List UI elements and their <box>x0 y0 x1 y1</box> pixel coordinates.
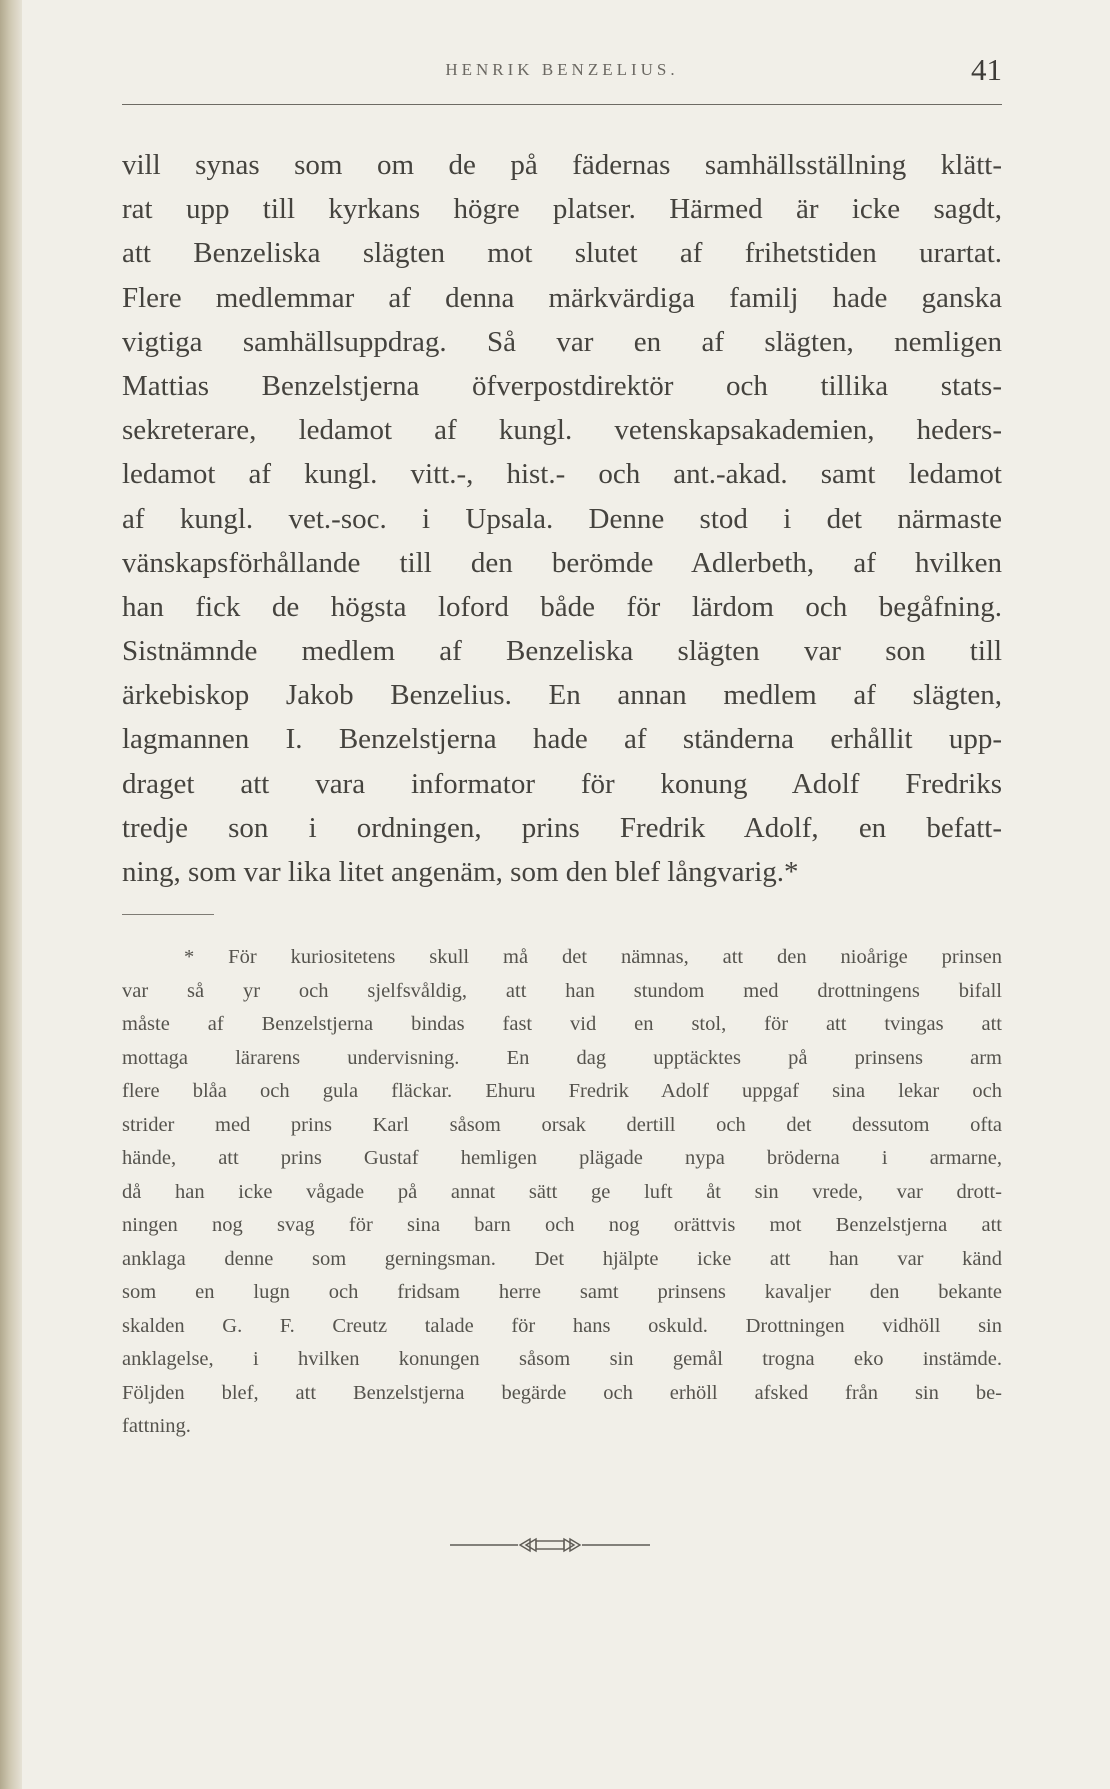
footnote-line: anklaga denne som gerningsman. Det hjälpte icke att han var känd <box>122 1247 1002 1270</box>
body-line: Sistnämnde medlem af Benzeliska slägten var son till <box>122 635 1002 668</box>
body-line: rat upp till kyrkans högre platser. Härmed är icke sagdt, <box>122 193 1002 226</box>
footnote-rule <box>122 914 214 915</box>
body-line: han fick de högsta loford både för lärdom och begåfning. <box>122 590 1002 623</box>
page-number: 41 <box>971 52 1002 87</box>
body-text <box>122 143 1002 894</box>
footnote <box>122 941 1002 1444</box>
footnote-line: hände, att prins Gustaf hemligen plägade nypa bröderna i armarne, <box>122 1147 1002 1170</box>
footnote-line: strider med prins Karl såsom orsak dertill och det dessutom ofta <box>122 1113 1002 1136</box>
footnote-line: flere blåa och gula fläckar. Ehuru Fredrik Adolf uppgaf sina lekar och <box>122 1080 1002 1103</box>
book-spine-shadow <box>0 0 22 1789</box>
page-header <box>122 52 1002 105</box>
footnote-line: * För kuriositetens skull må det nämnas, att den nioårige prinsen <box>184 946 1002 969</box>
footnote-line: då han icke vågade på annat sätt ge luft åt sin vrede, var drott- <box>122 1180 1002 1203</box>
body-line: af kungl. vet.-soc. i Upsala. Denne stod i det närmaste <box>122 502 1002 535</box>
body-line: ning, som var lika litet angenäm, som den blef långvarig.* <box>122 856 799 888</box>
footnote-line: var så yr och sjelfsvåldig, att han stundom med drottningens bifall <box>122 979 1002 1002</box>
footnote-line: anklagelse, i hvilken konungen såsom sin gemål trogna eko instämde. <box>122 1348 1002 1371</box>
body-line: vänskapsförhållande till den berömde Adlerbeth, af hvilken <box>122 546 1002 579</box>
body-line: vigtiga samhällsuppdrag. Så var en af slägten, nemligen <box>122 325 1002 358</box>
page <box>122 52 1002 1444</box>
footnote-line: ningen nog svag för sina barn och nog orättvis mot Benzelstjerna att <box>122 1214 1002 1237</box>
footnote-line: mottaga lärarens undervisning. En dag upptäcktes på prinsens arm <box>122 1046 1002 1069</box>
body-line: ledamot af kungl. vitt.-, hist.- och ant.-akad. samt ledamot <box>122 458 1002 491</box>
body-line: att Benzeliska slägten mot slutet af frihetstiden urartat. <box>122 237 1002 270</box>
body-line: ärkebiskop Jakob Benzelius. En annan medlem af slägten, <box>122 679 1002 712</box>
end-ornament-icon <box>450 1535 650 1555</box>
body-line: lagmannen I. Benzelstjerna hade af ständerna erhållit upp- <box>122 723 1002 756</box>
footnote-line: skalden G. F. Creutz talade för hans oskuld. Drottningen vidhöll sin <box>122 1314 1002 1337</box>
body-line: Mattias Benzelstjerna öfverpostdirektör och tillika stats- <box>122 369 1002 402</box>
footnote-line: fattning. <box>122 1415 191 1438</box>
body-line: draget att vara informator för konung Adolf Fredriks <box>122 767 1002 800</box>
body-line: sekreterare, ledamot af kungl. vetenskapsakademien, heders- <box>122 414 1002 447</box>
running-head: HENRIK BENZELIUS. <box>445 60 679 79</box>
footnote-line: som en lugn och fridsam herre samt prinsens kavaljer den bekante <box>122 1281 1002 1304</box>
body-line: vill synas som om de på fädernas samhällsställning klätt- <box>122 149 1002 181</box>
body-line: Flere medlemmar af denna märkvärdiga familj hade ganska <box>122 281 1002 314</box>
body-line: tredje son i ordningen, prins Fredrik Adolf, en befatt- <box>122 811 1002 844</box>
footnote-line: Följden blef, att Benzelstjerna begärde och erhöll afsked från sin be- <box>122 1381 1002 1404</box>
footnote-line: måste af Benzelstjerna bindas fast vid en stol, för att tvingas att <box>122 1013 1002 1036</box>
